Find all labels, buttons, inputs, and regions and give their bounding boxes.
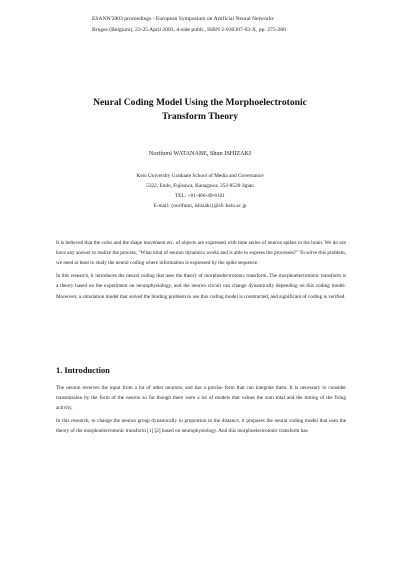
affiliation-email: E-mail: {norifumi, ishizaki}@sfc.keio.ac.jp — [153, 202, 247, 209]
affiliation-block — [40, 172, 360, 212]
abstract — [56, 238, 346, 304]
introduction-body — [56, 383, 346, 439]
author-list: Norifumi WATANABE, Shun ISHIZAKI — [148, 150, 252, 157]
section-heading: 1. Introduction — [56, 366, 110, 375]
header-line-2: Bruges (Belgium), 23-25 April 2003, d-side publi., ISBN 2-930307-03-X, pp. 275-280 — [92, 26, 286, 33]
paper-title — [40, 96, 360, 123]
body-paragraph: The neuron receives the input from a lot of other neurons, and has a precise form that can integrate them. It is necessary to consider transmission by the form of the neuron so far though there were a lot of models that values the sum total and the timing of the firing activity. — [56, 385, 346, 412]
affiliation-institution: Keio University Graduate School of Media and Governance — [136, 173, 264, 179]
body-paragraph: In this research, to change the neuron group dynamically in proportion to the distance, it proposes the neural coding model that uses the theory of the morphoelectrotonic transform [1] [2] based on neurophysiology. And this morphoelectrotonic transform has — [56, 418, 346, 435]
proceedings-header — [92, 14, 332, 35]
title-line-2: Transform Theory — [161, 110, 239, 122]
abstract-paragraph: In this research, it introduces the neural coding that uses the theory of morphoelectrotonic transform. The morphoelectrotonic transform is a theory based on the experiment on neurophysiology, and the neuron circuit can change dynamically depending on this coding model. Moreover, a simulation model that solved the binding problem to use this coding model is constructed, and significant of coding is verified. — [56, 273, 346, 300]
abstract-paragraph: It is believed that the color and the shape movement etc. of objects are expressed with time series of neuron spikes in the brain. We do not have any answer to realize the process, "What kind of neuron dynamics works and is able to express the processes?" To solve this problem, we need at least to study the neural coding where information is expressed by the spike sequence. — [56, 240, 346, 267]
title-line-1: Neural Coding Model Using the Morphoelectrotonic — [93, 97, 307, 108]
affiliation-address: 5322, Endo, Fujisawa, Kanagawa, 252-8520 Japan — [146, 182, 254, 189]
affiliation-phone: TEL: +81-466-48-6101 — [175, 192, 225, 199]
header-line-1: ESANN'2003 proceedings - European Symposium on Artificial Neural Networks — [92, 16, 274, 22]
